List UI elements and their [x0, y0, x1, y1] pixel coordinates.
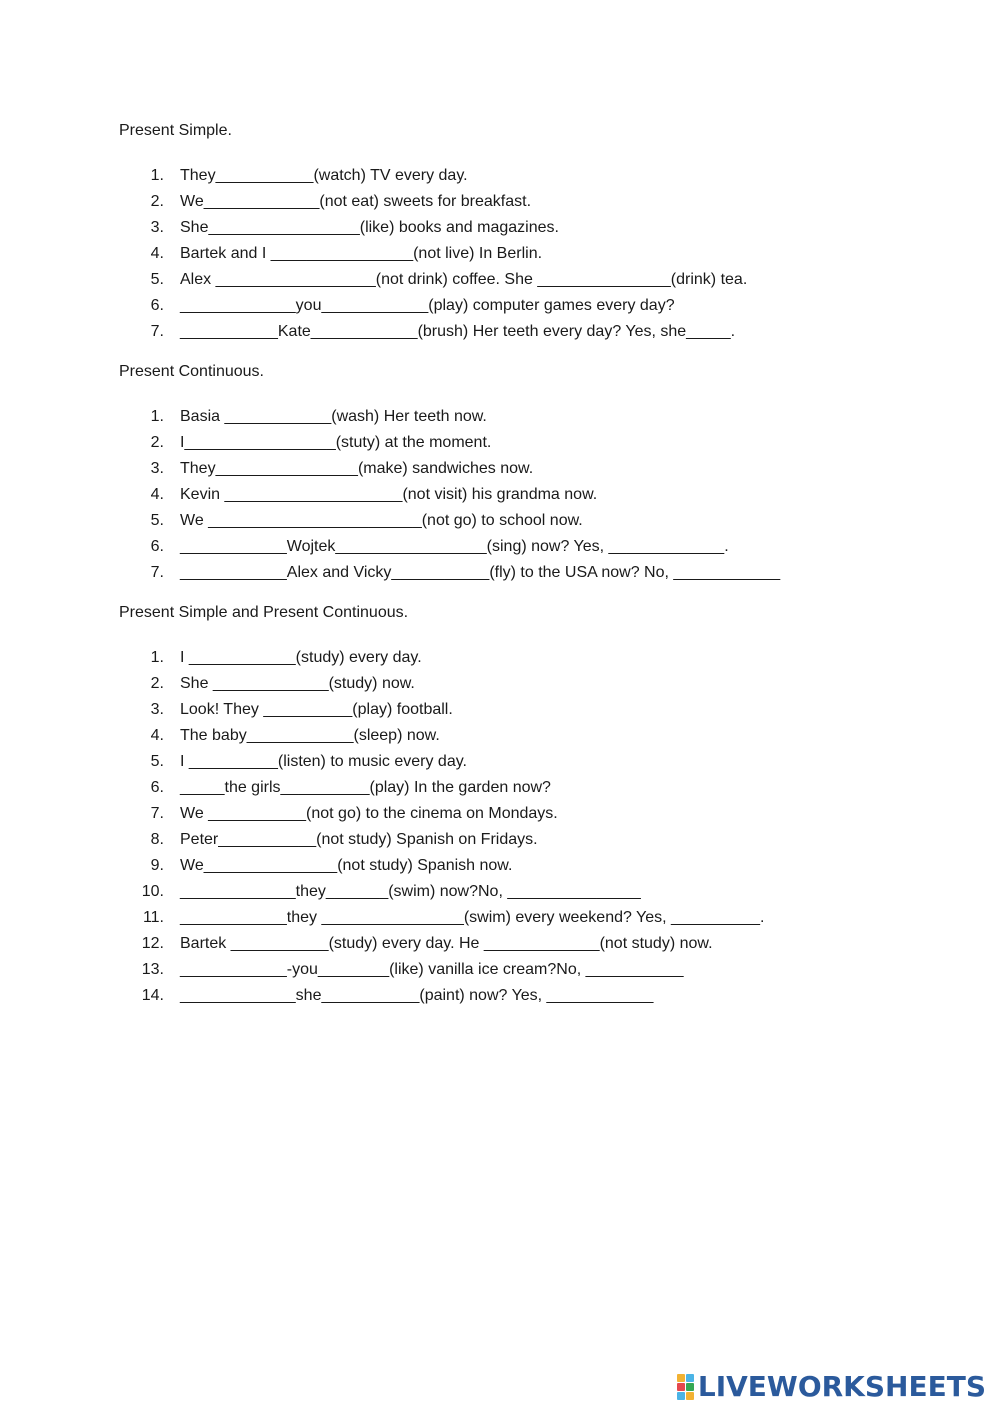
liveworksheets-logo [677, 1372, 986, 1402]
item-number: 9. [150, 857, 164, 874]
item-number: 6. [150, 779, 164, 796]
item-number: 1. [150, 408, 164, 425]
item-text: We_____________(not eat) sweets for breakfast. [180, 193, 532, 210]
item-text: _____________you____________(play) computer games every day? [180, 297, 675, 314]
item-number: 11. [142, 909, 164, 926]
exercise-item [119, 241, 919, 267]
item-number: 5. [150, 512, 164, 529]
item-text: I ____________(study) every day. [180, 649, 422, 666]
item-number: 4. [150, 245, 164, 262]
section-title: Present Simple and Present Continuous. [119, 604, 409, 621]
item-number: 3. [150, 701, 164, 718]
exercise-item [119, 697, 919, 723]
item-number: 3. [150, 219, 164, 236]
exercise-item [119, 163, 919, 189]
item-text: Peter___________(not study) Spanish on Fridays. [180, 831, 538, 848]
item-text: ____________Wojtek_________________(sing) now? Yes, _____________. [180, 538, 729, 555]
exercise-list [119, 645, 919, 1009]
item-number: 7. [150, 323, 164, 340]
exercise-item [119, 215, 919, 241]
item-number: 2. [150, 434, 164, 451]
item-text: We ___________(not go) to the cinema on Mondays. [180, 805, 558, 822]
item-text: _____________she___________(paint) now? Yes, ____________ [180, 987, 654, 1004]
item-text: Basia ____________(wash) Her teeth now. [180, 408, 487, 425]
item-text: We ________________________(not go) to school now. [180, 512, 583, 529]
section-present-simple [119, 121, 919, 345]
exercise-item [119, 645, 919, 671]
exercise-item [119, 905, 919, 931]
section-title: Present Simple. [119, 122, 232, 139]
item-number: 4. [150, 486, 164, 503]
item-text: I __________(listen) to music every day. [180, 753, 467, 770]
item-number: 6. [150, 538, 164, 555]
exercise-item [119, 983, 919, 1009]
section-title: Present Continuous. [119, 363, 264, 380]
item-text: ____________they ________________(swim) every weekend? Yes, __________. [180, 909, 765, 926]
exercise-item [119, 827, 919, 853]
exercise-item [119, 430, 919, 456]
liveworksheets-logo-icon [677, 1374, 694, 1400]
exercise-item [119, 931, 919, 957]
exercise-item [119, 267, 919, 293]
item-text: Bartek ___________(study) every day. He _____________(not study) now. [180, 935, 713, 952]
exercise-list [119, 404, 919, 586]
item-number: 4. [150, 727, 164, 744]
item-number: 12. [141, 935, 164, 952]
exercise-item [119, 508, 919, 534]
item-text: The baby____________(sleep) now. [180, 727, 440, 744]
exercise-item [119, 189, 919, 215]
item-number: 8. [150, 831, 164, 848]
exercise-item [119, 671, 919, 697]
exercise-item [119, 723, 919, 749]
item-number: 10. [141, 883, 164, 900]
item-text: Look! They __________(play) football. [180, 701, 453, 718]
item-number: 7. [150, 805, 164, 822]
exercise-list [119, 163, 919, 345]
item-text: ____________Alex and Vicky___________(fly) to the USA now? No, ____________ [180, 564, 781, 581]
item-number: 6. [150, 297, 164, 314]
exercise-item [119, 853, 919, 879]
item-number: 5. [150, 271, 164, 288]
item-number: 1. [150, 167, 164, 184]
item-text: We_______________(not study) Spanish now. [180, 857, 513, 874]
item-text: ___________Kate____________(brush) Her teeth every day? Yes, she_____. [180, 323, 736, 340]
item-number: 13. [141, 961, 164, 978]
exercise-item [119, 319, 919, 345]
exercise-item [119, 404, 919, 430]
exercise-item [119, 482, 919, 508]
exercise-item [119, 801, 919, 827]
item-text: She_________________(like) books and magazines. [180, 219, 559, 236]
exercise-item [119, 534, 919, 560]
item-text: _____________they_______(swim) now?No, _______________ [180, 883, 641, 900]
item-text: I_________________(stuty) at the moment. [180, 434, 492, 451]
item-number: 2. [150, 193, 164, 210]
exercise-item [119, 749, 919, 775]
item-text: Kevin ____________________(not visit) his grandma now. [180, 486, 598, 503]
section-present-continuous [119, 362, 919, 586]
exercise-item [119, 879, 919, 905]
exercise-item [119, 456, 919, 482]
item-number: 7. [150, 564, 164, 581]
item-text: _____the girls__________(play) In the garden now? [180, 779, 551, 796]
item-text: She _____________(study) now. [180, 675, 415, 692]
item-text: They___________(watch) TV every day. [180, 167, 468, 184]
item-number: 1. [150, 649, 164, 666]
item-text: Bartek and I ________________(not live) In Berlin. [180, 245, 543, 262]
item-number: 14. [141, 987, 164, 1004]
exercise-item [119, 775, 919, 801]
item-number: 5. [150, 753, 164, 770]
exercise-item [119, 293, 919, 319]
item-number: 3. [150, 460, 164, 477]
item-number: 2. [150, 675, 164, 692]
exercise-item [119, 560, 919, 586]
item-text: ____________-you________(like) vanilla ice cream?No, ___________ [180, 961, 684, 978]
item-text: Alex __________________(not drink) coffee. She _______________(drink) tea. [180, 271, 748, 288]
exercise-item [119, 957, 919, 983]
section-simple-and-continuous [119, 603, 919, 1009]
item-text: They________________(make) sandwiches now. [180, 460, 534, 477]
logo-text: LIVEWORKSHEETS [697, 1370, 986, 1403]
